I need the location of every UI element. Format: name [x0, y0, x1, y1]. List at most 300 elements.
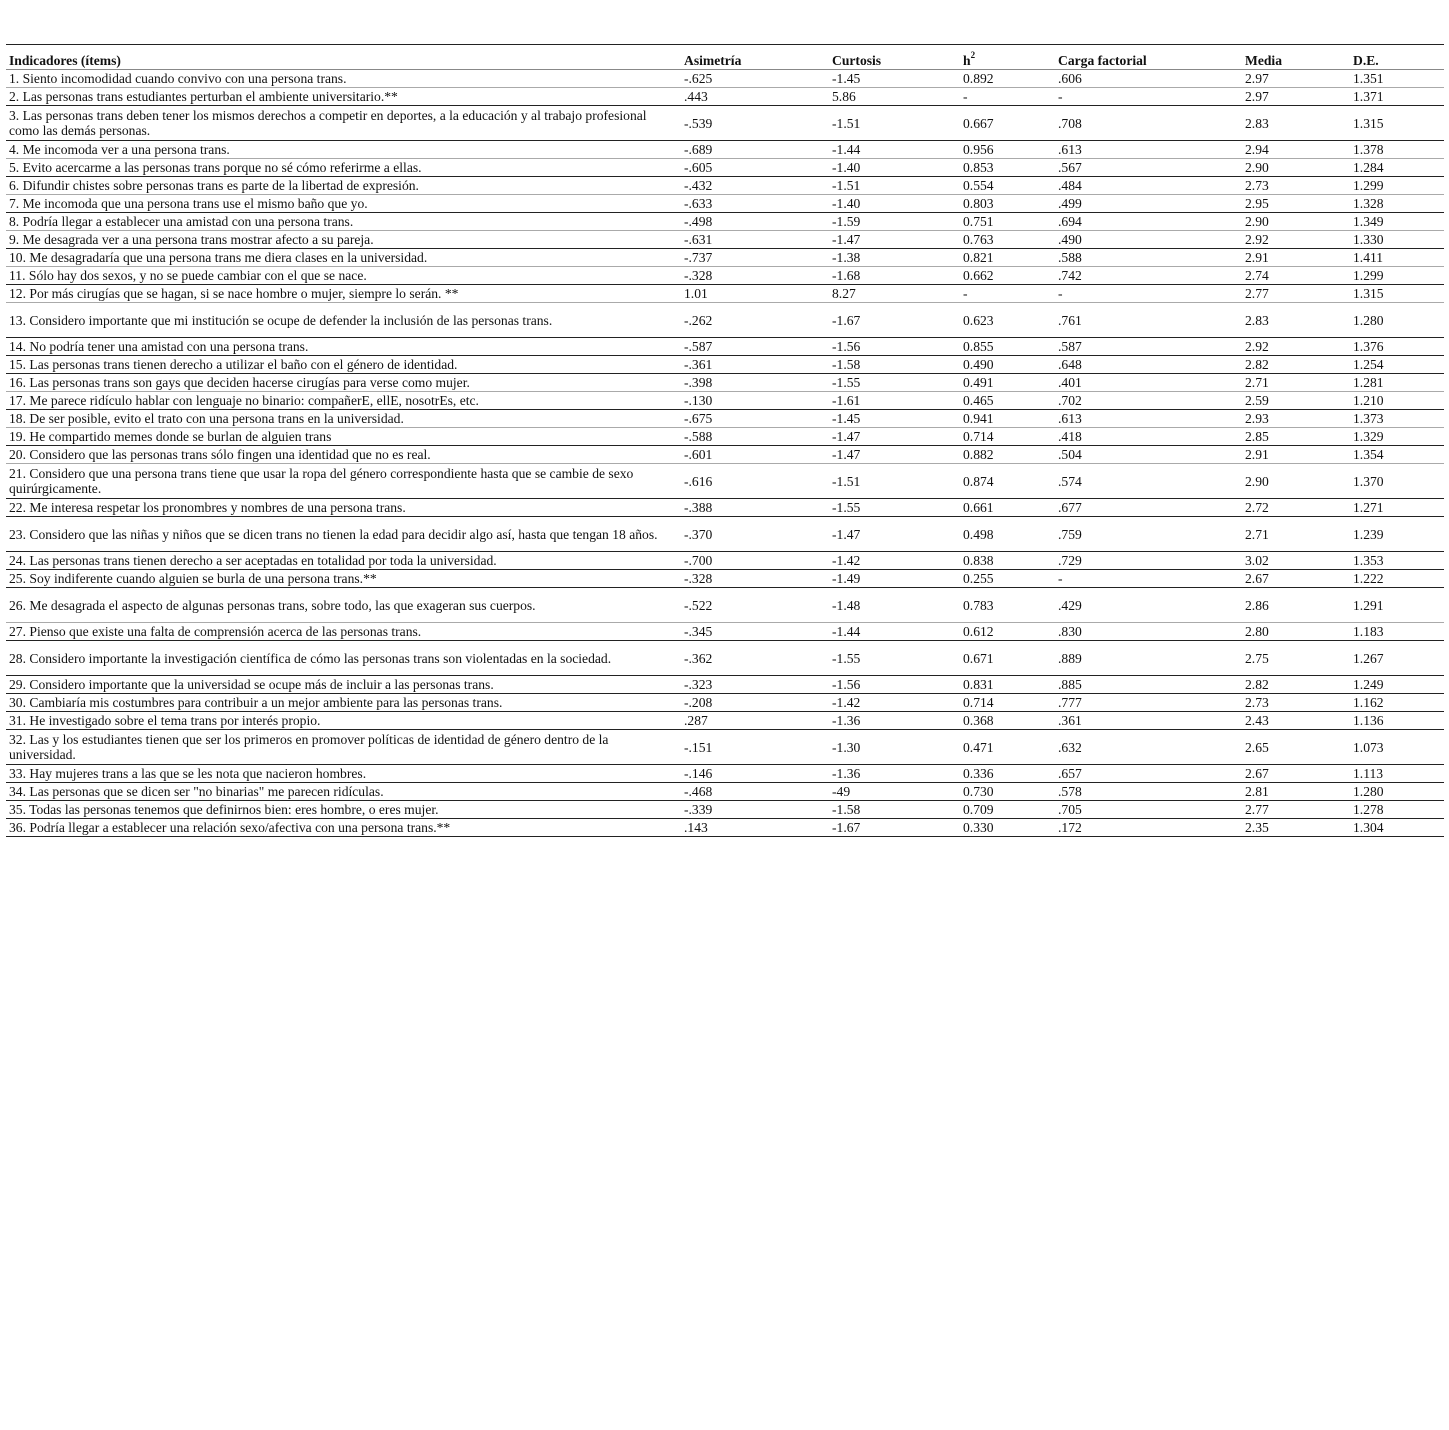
cell-de: 1.353	[1353, 553, 1384, 568]
cell-carga: .429	[1058, 597, 1082, 613]
cell-asimetria: -.345	[684, 624, 713, 639]
cell-item: 3. Las personas trans deben tener los mismos derechos a competir en deportes, a la educación y al trabajo profesional como las demás personas.	[9, 108, 647, 138]
cell-item: 13. Considero importante que mi institución se ocupe de defender la inclusión de las personas trans.	[9, 312, 553, 328]
cell-curtosis: 8.27	[832, 286, 856, 301]
cell-item: 11. Sólo hay dos sexos, y no se puede cambiar con el que se nace.	[9, 268, 367, 283]
cell-media: 2.91	[1245, 447, 1269, 462]
cell-h2: 0.763	[963, 232, 994, 247]
header-h2-base: h	[963, 53, 971, 68]
cell-de: 1.315	[1353, 286, 1384, 301]
cell-item: 9. Me desagrada ver a una persona trans mostrar afecto a su pareja.	[9, 232, 374, 247]
cell-carga: .648	[1058, 357, 1082, 372]
cell-carga: .889	[1058, 650, 1082, 666]
header-carga: Carga factorial	[1058, 53, 1147, 68]
cell-h2: 0.623	[963, 312, 994, 328]
cell-de: 1.376	[1353, 339, 1384, 354]
cell-asimetria: -.498	[684, 214, 713, 229]
cell-carga: .777	[1058, 695, 1082, 710]
cell-asimetria: -.146	[684, 766, 713, 781]
cell-curtosis: -1.45	[832, 411, 861, 426]
cell-media: 2.97	[1245, 71, 1269, 86]
cell-h2: 0.874	[963, 473, 994, 489]
cell-curtosis: -1.55	[832, 500, 861, 515]
cell-item: 6. Difundir chistes sobre personas trans es parte de la libertad de expresión.	[9, 178, 419, 193]
cell-item: 25. Soy indiferente cuando alguien se burla de una persona trans.**	[9, 571, 377, 586]
cell-asimetria: -.631	[684, 232, 713, 247]
cell-carga: .490	[1058, 232, 1082, 247]
table-row	[6, 464, 1444, 499]
cell-media: 2.81	[1245, 784, 1269, 799]
table-row	[6, 712, 1444, 730]
cell-carga: .588	[1058, 250, 1082, 265]
cell-asimetria: -.605	[684, 160, 713, 175]
cell-carga: .587	[1058, 339, 1082, 354]
cell-h2: 0.554	[963, 178, 994, 193]
cell-item: 27. Pienso que existe una falta de comprensión acerca de las personas trans.	[9, 624, 422, 639]
cell-h2: 0.882	[963, 447, 994, 462]
cell-curtosis: -1.67	[832, 312, 861, 328]
cell-asimetria: -.361	[684, 357, 713, 372]
cell-curtosis: -1.36	[832, 766, 861, 781]
cell-curtosis: -1.51	[832, 178, 861, 193]
cell-carga: -	[1058, 89, 1063, 104]
cell-de: 1.315	[1353, 115, 1384, 131]
cell-asimetria: -.130	[684, 393, 713, 408]
cell-curtosis: -1.51	[832, 115, 861, 131]
cell-media: 2.71	[1245, 375, 1269, 390]
cell-carga: .484	[1058, 178, 1082, 193]
table-row	[6, 159, 1444, 177]
cell-asimetria: -.398	[684, 375, 713, 390]
cell-carga: .657	[1058, 766, 1082, 781]
table-row	[6, 623, 1444, 641]
cell-curtosis: -1.55	[832, 375, 861, 390]
cell-asimetria: -.151	[684, 739, 713, 755]
cell-item: 35. Todas las personas tenemos que definirnos bien: eres hombre, o eres mujer.	[9, 802, 439, 817]
cell-item: 21. Considero que una persona trans tiene que usar la ropa del género correspondiente hasta que se cambie de sexo quirúrgicamente.	[9, 466, 634, 496]
cell-item: 17. Me parece ridículo hablar con lenguaje no binario: compañerE, ellE, nosotrEs, etc.	[9, 393, 479, 408]
cell-media: 2.67	[1245, 766, 1269, 781]
cell-curtosis: -1.47	[832, 232, 861, 247]
table-row	[6, 356, 1444, 374]
table-row	[6, 141, 1444, 159]
cell-carga: .578	[1058, 784, 1082, 799]
cell-carga: .885	[1058, 677, 1082, 692]
cell-item: 2. Las personas trans estudiantes perturban el ambiente universitario.**	[9, 89, 398, 104]
cell-asimetria: -.262	[684, 312, 713, 328]
cell-de: 1.299	[1353, 268, 1384, 283]
table-row	[6, 70, 1444, 88]
cell-de: 1.370	[1353, 473, 1384, 489]
cell-carga: -	[1058, 571, 1063, 586]
cell-h2: 0.709	[963, 802, 994, 817]
cell-h2: 0.612	[963, 624, 994, 639]
cell-asimetria: -.370	[684, 526, 713, 542]
cell-item: 22. Me interesa respetar los pronombres y nombres de una persona trans.	[9, 500, 406, 515]
cell-asimetria: -.432	[684, 178, 713, 193]
table-row	[6, 641, 1444, 676]
cell-media: 2.71	[1245, 526, 1269, 542]
cell-carga: .172	[1058, 820, 1082, 835]
cell-h2: 0.803	[963, 196, 994, 211]
header-asimetria: Asimetría	[684, 53, 742, 68]
cell-de: 1.378	[1353, 142, 1384, 157]
header-h2-sup: 2	[970, 50, 976, 60]
cell-curtosis: -1.42	[832, 695, 861, 710]
table-row	[6, 249, 1444, 267]
table-row	[6, 285, 1444, 303]
cell-asimetria: -.700	[684, 553, 713, 568]
cell-curtosis: -1.55	[832, 650, 861, 666]
table-row	[6, 446, 1444, 464]
cell-item: 19. He compartido memes donde se burlan de alguien trans	[9, 429, 332, 444]
cell-carga: .606	[1058, 71, 1082, 86]
cell-curtosis: -1.47	[832, 429, 861, 444]
cell-h2: 0.255	[963, 571, 994, 586]
table-body	[6, 70, 1444, 837]
cell-curtosis: -1.58	[832, 357, 861, 372]
table-row	[6, 374, 1444, 392]
cell-carga: -	[1058, 286, 1063, 301]
cell-asimetria: -.616	[684, 473, 713, 489]
cell-de: 1.330	[1353, 232, 1384, 247]
cell-media: 2.97	[1245, 89, 1269, 104]
cell-de: 1.280	[1353, 312, 1384, 328]
cell-media: 2.90	[1245, 214, 1269, 229]
cell-carga: .418	[1058, 429, 1082, 444]
cell-asimetria: .143	[684, 820, 708, 835]
cell-item: 26. Me desagrada el aspecto de algunas personas trans, sobre todo, las que exageran sus cuerpos.	[9, 597, 536, 613]
header-media: Media	[1245, 53, 1282, 68]
cell-asimetria: -.539	[684, 115, 713, 131]
cell-item: 5. Evito acercarme a las personas trans porque no sé cómo referirme a ellas.	[9, 160, 422, 175]
cell-curtosis: -1.51	[832, 473, 861, 489]
cell-carga: .567	[1058, 160, 1082, 175]
cell-carga: .677	[1058, 500, 1082, 515]
cell-asimetria: -.468	[684, 784, 713, 799]
cell-h2: 0.714	[963, 429, 994, 444]
cell-de: 1.254	[1353, 357, 1384, 372]
table-row	[6, 231, 1444, 249]
cell-de: 1.328	[1353, 196, 1384, 211]
cell-carga: .574	[1058, 473, 1082, 489]
cell-curtosis: -1.59	[832, 214, 861, 229]
cell-de: 1.373	[1353, 411, 1384, 426]
table-row	[6, 392, 1444, 410]
cell-carga: .830	[1058, 624, 1082, 639]
cell-asimetria: 1.01	[684, 286, 708, 301]
table-row	[6, 267, 1444, 285]
cell-de: 1.162	[1353, 695, 1384, 710]
cell-item: 23. Considero que las niñas y niños que se dicen trans no tienen la edad para decidir algo así, hasta que tengan 18 años.	[9, 526, 658, 542]
cell-curtosis: -1.40	[832, 196, 861, 211]
cell-carga: .729	[1058, 553, 1082, 568]
cell-h2: 0.465	[963, 393, 994, 408]
cell-carga: .499	[1058, 196, 1082, 211]
cell-h2: 0.661	[963, 500, 994, 515]
cell-item: 29. Considero importante que la universidad se ocupe más de incluir a las personas trans.	[9, 677, 494, 692]
header-curtosis: Curtosis	[832, 53, 882, 68]
cell-asimetria: -.388	[684, 500, 713, 515]
cell-de: 1.349	[1353, 214, 1384, 229]
cell-de: 1.271	[1353, 500, 1384, 515]
cell-item: 1. Siento incomodidad cuando convivo con una persona trans.	[9, 71, 347, 86]
table-row	[6, 338, 1444, 356]
cell-h2: 0.471	[963, 739, 994, 755]
cell-carga: .759	[1058, 526, 1082, 542]
cell-curtosis: -1.44	[832, 142, 861, 157]
cell-item: 7. Me incomoda que una persona trans use el mismo baño que yo.	[9, 196, 368, 211]
cell-de: 1.284	[1353, 160, 1384, 175]
table-row	[6, 730, 1444, 765]
cell-de: 1.239	[1353, 526, 1384, 542]
cell-asimetria: -.587	[684, 339, 713, 354]
cell-item: 24. Las personas trans tienen derecho a ser aceptadas en totalidad por toda la universidad.	[9, 553, 497, 568]
cell-media: 2.95	[1245, 196, 1269, 211]
cell-carga: .632	[1058, 739, 1082, 755]
cell-media: 3.02	[1245, 553, 1269, 568]
cell-asimetria: -.362	[684, 650, 713, 666]
cell-de: 1.280	[1353, 784, 1384, 799]
cell-item: 15. Las personas trans tienen derecho a utilizar el baño con el género de identidad.	[9, 357, 458, 372]
cell-carga: .613	[1058, 411, 1082, 426]
cell-curtosis: -1.44	[832, 624, 861, 639]
cell-h2: 0.368	[963, 713, 994, 728]
cell-carga: .761	[1058, 312, 1082, 328]
cell-h2: 0.498	[963, 526, 994, 542]
cell-carga: .504	[1058, 447, 1082, 462]
cell-item: 14. No podría tener una amistad con una persona trans.	[9, 339, 309, 354]
cell-asimetria: -.675	[684, 411, 713, 426]
cell-asimetria: -.625	[684, 71, 713, 86]
cell-asimetria: -.588	[684, 429, 713, 444]
cell-carga: .613	[1058, 142, 1082, 157]
table-row	[6, 801, 1444, 819]
cell-media: 2.86	[1245, 597, 1269, 613]
cell-curtosis: -1.47	[832, 526, 861, 542]
cell-de: 1.136	[1353, 713, 1384, 728]
table-row	[6, 428, 1444, 446]
cell-carga: .401	[1058, 375, 1082, 390]
table-row	[6, 588, 1444, 623]
cell-h2: 0.855	[963, 339, 994, 354]
cell-item: 36. Podría llegar a establecer una relación sexo/afectiva con una persona trans.**	[9, 820, 451, 835]
cell-item: 32. Las y los estudiantes tienen que ser los primeros en promover políticas de identidad de género dentro de la universidad.	[9, 732, 609, 762]
cell-de: 1.351	[1353, 71, 1384, 86]
cell-de: 1.291	[1353, 597, 1384, 613]
table-row	[6, 676, 1444, 694]
cell-media: 2.74	[1245, 268, 1269, 283]
cell-media: 2.93	[1245, 411, 1269, 426]
table-header-row	[6, 45, 1444, 70]
table-row	[6, 195, 1444, 213]
cell-h2: 0.838	[963, 553, 994, 568]
table-row	[6, 177, 1444, 195]
cell-media: 2.85	[1245, 429, 1269, 444]
cell-h2: -	[963, 286, 968, 301]
cell-h2: 0.336	[963, 766, 994, 781]
cell-media: 2.77	[1245, 802, 1269, 817]
cell-de: 1.183	[1353, 624, 1384, 639]
cell-media: 2.92	[1245, 339, 1269, 354]
cell-h2: 0.491	[963, 375, 994, 390]
cell-curtosis: 5.86	[832, 89, 856, 104]
cell-asimetria: -.633	[684, 196, 713, 211]
cell-media: 2.83	[1245, 312, 1269, 328]
cell-curtosis: -1.68	[832, 268, 861, 283]
cell-asimetria: -.208	[684, 695, 713, 710]
cell-media: 2.72	[1245, 500, 1269, 515]
cell-media: 2.73	[1245, 695, 1269, 710]
cell-curtosis: -1.38	[832, 250, 861, 265]
table-row	[6, 88, 1444, 106]
cell-asimetria: -.689	[684, 142, 713, 157]
cell-item: 18. De ser posible, evito el trato con una persona trans en la universidad.	[9, 411, 404, 426]
cell-de: 1.073	[1353, 739, 1384, 755]
items-table-container	[6, 44, 1444, 837]
table-row	[6, 570, 1444, 588]
cell-h2: 0.892	[963, 71, 994, 86]
cell-media: 2.59	[1245, 393, 1269, 408]
cell-media: 2.82	[1245, 677, 1269, 692]
cell-carga: .708	[1058, 115, 1082, 131]
cell-media: 2.83	[1245, 115, 1269, 131]
cell-de: 1.371	[1353, 89, 1384, 104]
cell-item: 4. Me incomoda ver a una persona trans.	[9, 142, 230, 157]
cell-asimetria: .443	[684, 89, 708, 104]
cell-carga: .705	[1058, 802, 1082, 817]
cell-h2: 0.956	[963, 142, 994, 157]
cell-media: 2.65	[1245, 739, 1269, 755]
cell-media: 2.90	[1245, 473, 1269, 489]
cell-carga: .702	[1058, 393, 1082, 408]
cell-item: 20. Considero que las personas trans sólo fingen una identidad que no es real.	[9, 447, 431, 462]
cell-curtosis: -1.58	[832, 802, 861, 817]
cell-curtosis: -49	[832, 784, 851, 799]
table-row	[6, 213, 1444, 231]
cell-de: 1.304	[1353, 820, 1384, 835]
cell-media: 2.77	[1245, 286, 1269, 301]
cell-media: 2.67	[1245, 571, 1269, 586]
cell-asimetria: -.601	[684, 447, 713, 462]
table-row	[6, 517, 1444, 552]
cell-curtosis: -1.48	[832, 597, 861, 613]
cell-de: 1.299	[1353, 178, 1384, 193]
cell-de: 1.281	[1353, 375, 1384, 390]
cell-item: 10. Me desagradaría que una persona trans me diera clases en la universidad.	[9, 250, 428, 265]
cell-h2: 0.671	[963, 650, 994, 666]
cell-de: 1.278	[1353, 802, 1384, 817]
cell-de: 1.210	[1353, 393, 1384, 408]
cell-media: 2.80	[1245, 624, 1269, 639]
cell-media: 2.91	[1245, 250, 1269, 265]
cell-h2: 0.490	[963, 357, 994, 372]
cell-curtosis: -1.47	[832, 447, 861, 462]
cell-asimetria: .287	[684, 713, 708, 728]
cell-curtosis: -1.61	[832, 393, 861, 408]
cell-media: 2.73	[1245, 178, 1269, 193]
cell-h2: 0.783	[963, 597, 994, 613]
cell-media: 2.90	[1245, 160, 1269, 175]
cell-curtosis: -1.49	[832, 571, 861, 586]
cell-asimetria: -.323	[684, 677, 713, 692]
cell-de: 1.411	[1353, 250, 1384, 265]
cell-item: 34. Las personas que se dicen ser "no binarias" me parecen ridículas.	[9, 784, 384, 799]
cell-carga: .361	[1058, 713, 1082, 728]
cell-curtosis: -1.67	[832, 820, 861, 835]
cell-h2: 0.941	[963, 411, 994, 426]
cell-item: 16. Las personas trans son gays que deciden hacerse cirugías para verse como mujer.	[9, 375, 470, 390]
header-h2	[960, 45, 1055, 70]
cell-curtosis: -1.42	[832, 553, 861, 568]
header-item: Indicadores (ítems)	[9, 53, 121, 68]
cell-de: 1.267	[1353, 650, 1384, 666]
table-row	[6, 765, 1444, 783]
table-row	[6, 552, 1444, 570]
cell-asimetria: -.328	[684, 268, 713, 283]
cell-curtosis: -1.30	[832, 739, 861, 755]
cell-media: 2.94	[1245, 142, 1269, 157]
cell-item: 33. Hay mujeres trans a las que se les nota que nacieron hombres.	[9, 766, 367, 781]
cell-de: 1.249	[1353, 677, 1384, 692]
cell-curtosis: -1.56	[832, 677, 861, 692]
cell-item: 28. Considero importante la investigación científica de cómo las personas trans son violentadas en la sociedad.	[9, 650, 612, 666]
cell-h2: 0.821	[963, 250, 994, 265]
table-row	[6, 410, 1444, 428]
cell-asimetria: -.522	[684, 597, 713, 613]
cell-curtosis: -1.56	[832, 339, 861, 354]
cell-item: 31. He investigado sobre el tema trans por interés propio.	[9, 713, 321, 728]
cell-curtosis: -1.36	[832, 713, 861, 728]
cell-de: 1.113	[1353, 766, 1384, 781]
cell-media: 2.92	[1245, 232, 1269, 247]
cell-h2: 0.853	[963, 160, 994, 175]
table-row	[6, 819, 1444, 837]
cell-h2: 0.751	[963, 214, 994, 229]
cell-de: 1.222	[1353, 571, 1384, 586]
table-row	[6, 303, 1444, 338]
items-table	[6, 44, 1444, 837]
cell-h2: 0.714	[963, 695, 994, 710]
cell-media: 2.35	[1245, 820, 1269, 835]
cell-asimetria: -.339	[684, 802, 713, 817]
cell-h2: 0.667	[963, 115, 994, 131]
table-row	[6, 499, 1444, 517]
table-row	[6, 106, 1444, 141]
cell-media: 2.75	[1245, 650, 1269, 666]
cell-carga: .742	[1058, 268, 1082, 283]
cell-item: 30. Cambiaría mis costumbres para contribuir a un mejor ambiente para las personas trans.	[9, 695, 503, 710]
cell-h2: 0.730	[963, 784, 994, 799]
table-row	[6, 783, 1444, 801]
cell-media: 2.43	[1245, 713, 1269, 728]
cell-h2: -	[963, 89, 968, 104]
cell-carga: .694	[1058, 214, 1082, 229]
cell-asimetria: -.737	[684, 250, 713, 265]
table-row	[6, 694, 1444, 712]
cell-media: 2.82	[1245, 357, 1269, 372]
cell-curtosis: -1.45	[832, 71, 861, 86]
cell-curtosis: -1.40	[832, 160, 861, 175]
cell-h2: 0.831	[963, 677, 994, 692]
cell-h2: 0.662	[963, 268, 994, 283]
cell-de: 1.329	[1353, 429, 1384, 444]
cell-item: 8. Podría llegar a establecer una amistad con una persona trans.	[9, 214, 354, 229]
cell-asimetria: -.328	[684, 571, 713, 586]
cell-h2: 0.330	[963, 820, 994, 835]
header-de: D.E.	[1353, 53, 1379, 68]
cell-item: 12. Por más cirugías que se hagan, si se nace hombre o mujer, siempre lo serán. **	[9, 286, 459, 301]
